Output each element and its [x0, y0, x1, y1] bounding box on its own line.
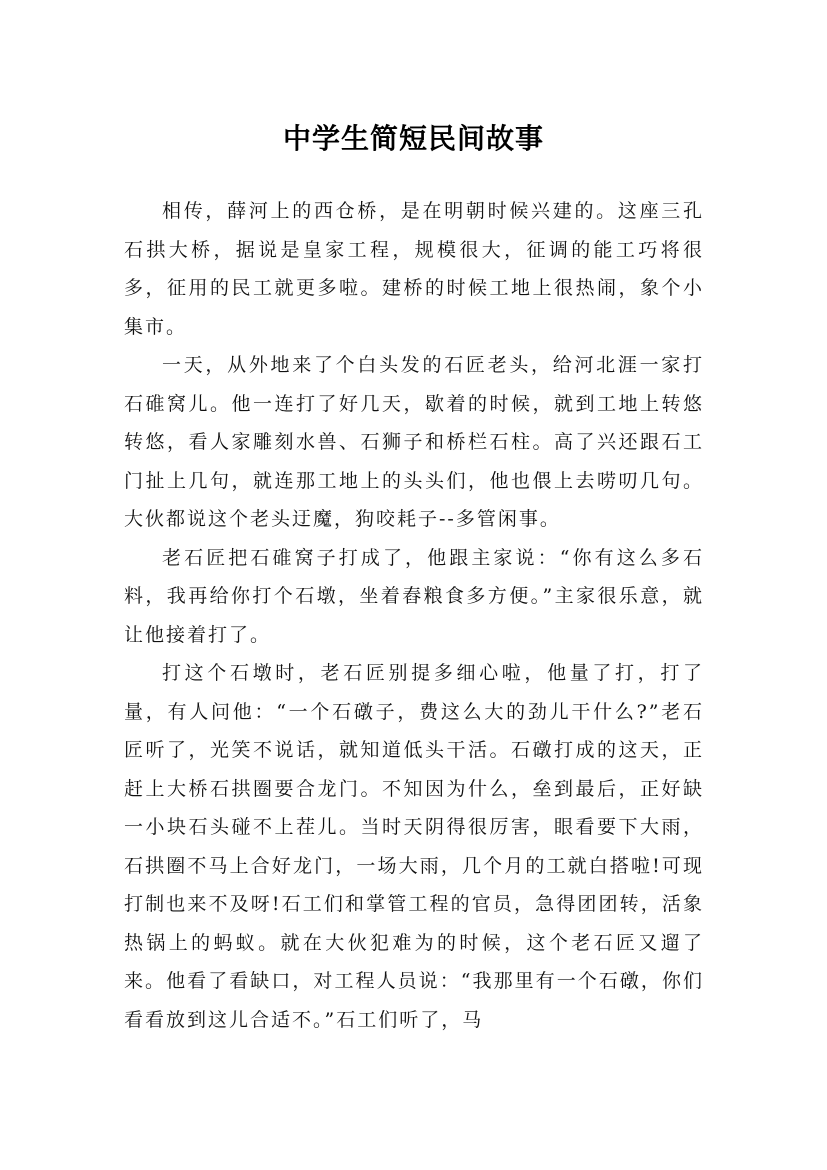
paragraph: 相传，薛河上的西仓桥，是在明朝时候兴建的。这座三孔石拱大桥，据说是皇家工程，规模很大，征调的能工巧将很多，征用的民工就更多啦。建桥的时候工地上很热闹，象个小集市。 [124, 200, 704, 338]
document-title: 中学生简短民间故事 [282, 121, 544, 155]
paragraph: 打这个石墩时，老石匠别提多细心啦，他量了打，打了量，有人问他：“一个石礅子，费这么大的劲儿干什么?”老石匠听了，光笑不说话，就知道低头干活。石礅打成的这天，正赶上大桥石拱圈要合龙门。不知因为什么，垒到最后，正好缺一小块石头碰不上茬儿。当时天阴得很厉害，眼看要下大雨，石拱圈不马上合好龙门，一场大雨，几个月的工就白搭啦!可现打制也来不及呀!石工们和掌管工程的官员，急得团团转，活象热锅上的蚂蚁。就在大伙犯难为的时候，这个老石匠又遛了来。他看了看缺口，对工程人员说：“我那里有一个石礅，你们看看放到这儿合适不。”石工们听了，马 [124, 662, 704, 1031]
paragraph: 一天，从外地来了个白头发的石匠老头，给河北涯一家打石碓窝儿。他一连打了好几天，歇着的时候，就到工地上转悠转悠，看人家雕刻水兽、石狮子和桥栏石柱。高了兴还跟石工门扯上几句，就连那工地上的头头们，他也偎上去唠叨几句。大伙都说这个老头迂魔，狗咬耗子--多管闲事。 [124, 354, 704, 530]
paragraph: 老石匠把石碓窝子打成了，他跟主家说：“你有这么多石料，我再给你打个石墩，坐着舂粮食多方便。”主家很乐意，就让他接着打了。 [124, 546, 704, 646]
document-body [124, 192, 704, 1039]
